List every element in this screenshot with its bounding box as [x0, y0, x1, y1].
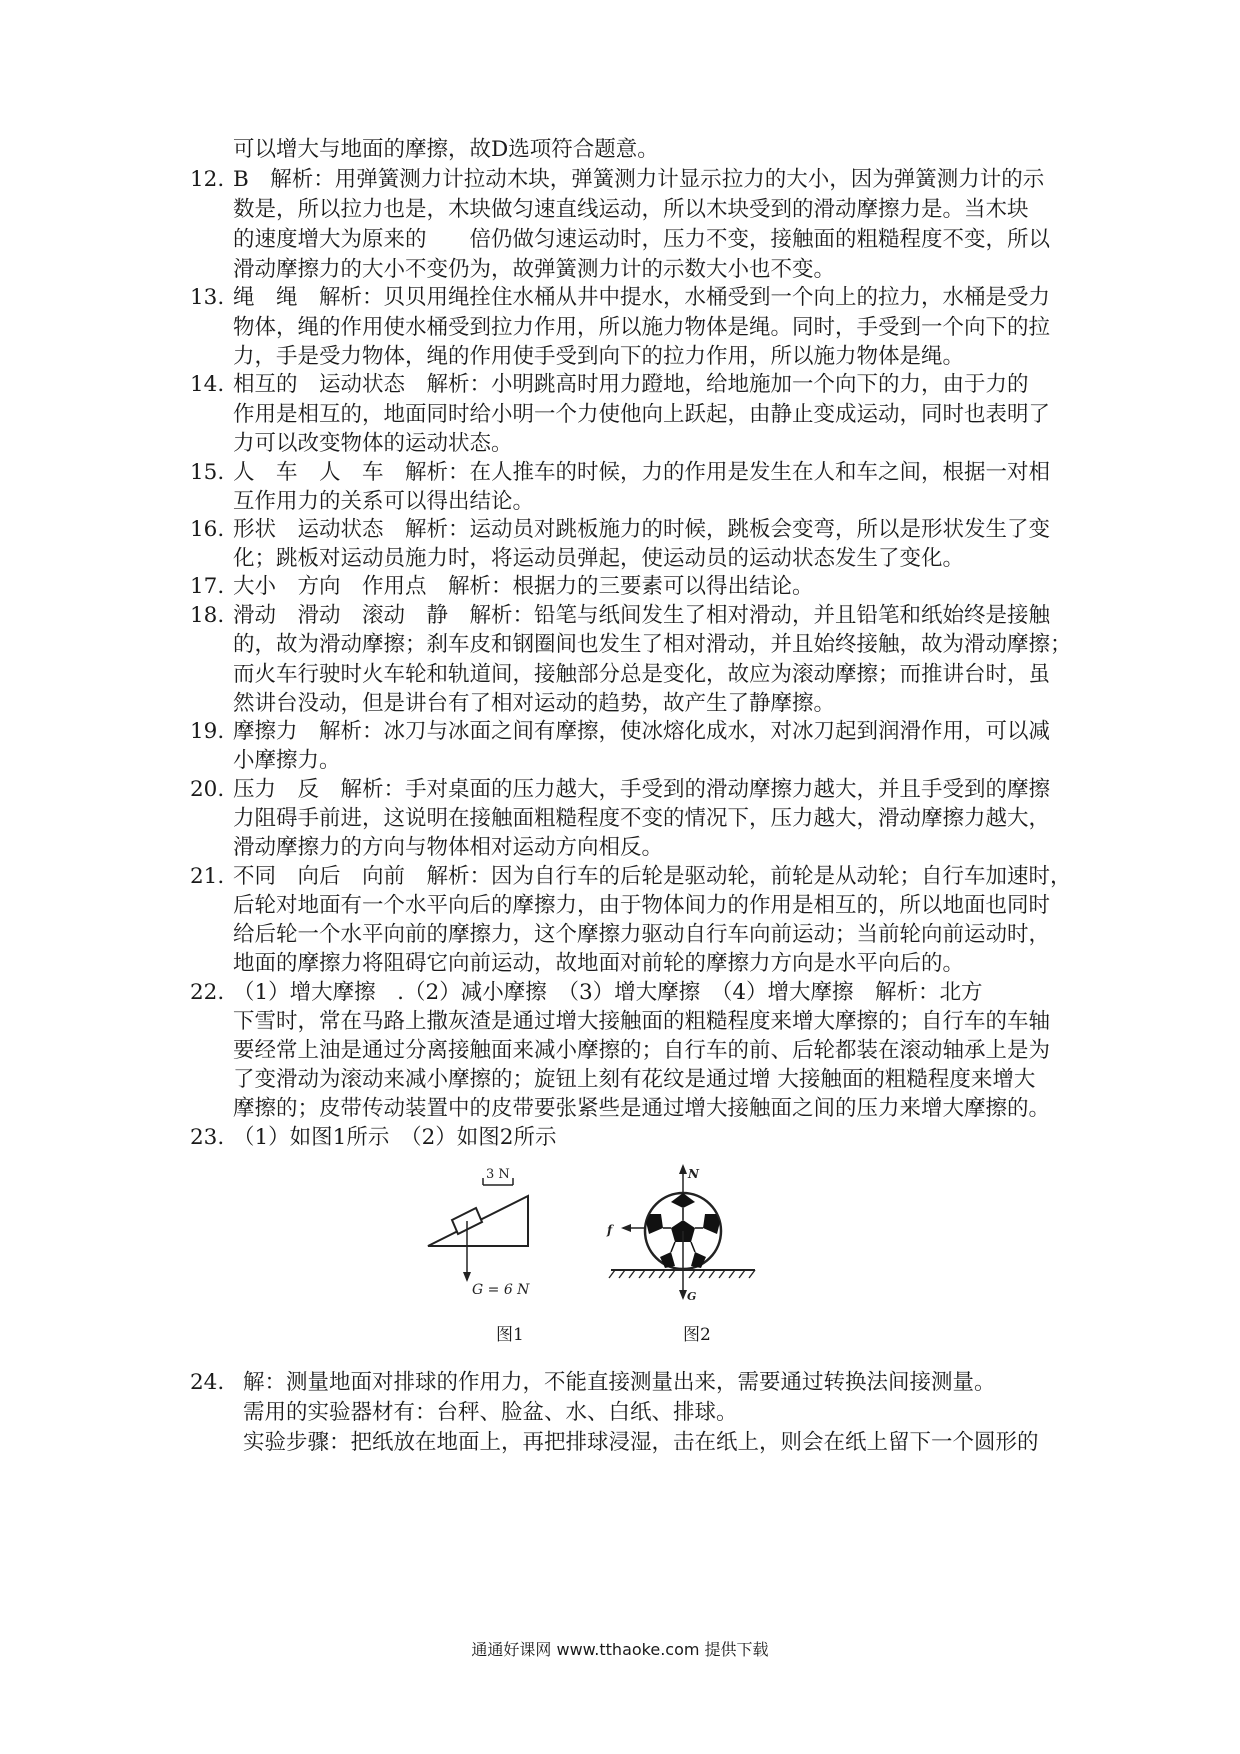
item-line: 互作用力的关系可以得出结论。 [233, 489, 535, 514]
item-line: 给后轮一个水平向前的摩擦力，这个摩擦力驱动自行车向前运动；当前轮向前运动时， [233, 922, 1051, 947]
item-line: 的，故为滑动摩擦；刹车皮和钢圈间也发生了相对滑动，并且始终接触，故为滑动摩擦； [233, 632, 1072, 657]
item-line: B 解析：用弹簧测力计拉动木块，弹簧测力计显示拉力的大小，因为弹簧测力计的示 [233, 167, 1045, 192]
item-line: 地面的摩擦力将阻碍它向前运动，故地面对前轮的摩擦力方向是水平向后的。 [233, 951, 965, 976]
fig2-normal-label: N [688, 1167, 699, 1181]
item-number: 18. [190, 603, 225, 628]
item-line: 实验步骤：把纸放在地面上，再把排球浸湿，击在纸上，则会在纸上留下一个圆形的 [243, 1430, 1039, 1455]
item-line: 绳 绳 解析：贝贝用绳拴住水桶从井中提水，水桶受到一个向上的拉力，水桶是受力 [233, 285, 1051, 310]
item-number: 19. [190, 719, 225, 744]
item-line: 需用的实验器材有：台秤、脸盆、水、白纸、排球。 [243, 1400, 738, 1425]
item-line: 的速度增大为原来的 倍仍做匀速运动时，压力不变，接触面的粗糙程度不变，所以 [233, 227, 1051, 252]
item-line: 小摩擦力。 [233, 748, 341, 773]
item-line: 下雪时，常在马路上撒灰渣是通过增大接触面的粗糙程度来增大摩擦的；自行车的车轴 [233, 1009, 1051, 1034]
item-line: 物体，绳的作用使水桶受到拉力作用，所以施力物体是绳。同时，手受到一个向下的拉 [233, 315, 1051, 340]
item-line: 摩擦的；皮带传动装置中的皮带要张紧些是通过增大接触面之间的压力来增大摩擦的。 [233, 1096, 1051, 1121]
item-line: 滑动 滑动 滚动 静 解析：铅笔与纸间发生了相对滑动，并且铅笔和纸始终是接触 [233, 603, 1051, 628]
fig1-gravity-label: G = 6 N [472, 1282, 530, 1298]
item-line: 作用是相互的，地面同时给小明一个力使他向上跃起，由静止变成运动，同时也表明了 [233, 402, 1051, 427]
item-line: 不同 向后 向前 解析：因为自行车的后轮是驱动轮，前轮是从动轮；自行车加速时， [233, 864, 1072, 889]
item-line: 相互的 运动状态 解析：小明跳高时用力蹬地，给地施加一个向下的力，由于力的 [233, 372, 1029, 397]
item-number: 15. [190, 460, 225, 485]
item-line: 了变滑动为滚动来减小摩擦的；旋钮上刻有花纹是通过增 大接触面的粗糙程度来增大 [233, 1067, 1036, 1092]
fig2-friction-label: f [607, 1223, 613, 1237]
item-line: 解：测量地面对排球的作用力，不能直接测量出来，需要通过转换法间接测量。 [243, 1370, 996, 1395]
fig1-scale-label: 3 N [486, 1168, 510, 1182]
item-number: 20. [190, 777, 225, 802]
item-line: （1）如图1所示 （2）如图2所示 [233, 1125, 557, 1150]
item-number: 17. [190, 574, 225, 599]
page-footer: 通通好课网 www.tthaoke.com 提供下载 [471, 1640, 769, 1659]
item-line: 人 车 人 车 解析：在人推车的时候，力的作用是发生在人和车之间，根据一对相 [233, 460, 1051, 485]
item-number: 21. [190, 864, 225, 889]
item-number: 23. [190, 1125, 225, 1150]
item-line: 力可以改变物体的运动状态。 [233, 431, 513, 456]
item-line: （1）增大摩擦 .（2）减小摩擦 （3）增大摩擦 （4）增大摩擦 解析：北方 [233, 980, 983, 1005]
item-line: 压力 反 解析：手对桌面的压力越大，手受到的滑动摩擦力越大，并且手受到的摩擦 [233, 777, 1051, 802]
item-line: 数是，所以拉力也是，木块做匀速直线运动，所以木块受到的滑动摩擦力是。当木块 [233, 197, 1029, 222]
item-number: 22. [190, 980, 225, 1005]
item-line: 摩擦力 解析：冰刀与冰面之间有摩擦，使冰熔化成水，对冰刀起到润滑作用，可以减 [233, 719, 1051, 744]
figure-2-ball [605, 1162, 760, 1312]
fig2-gravity-label: G [687, 1290, 697, 1303]
item-line: 化；跳板对运动员施力时，将运动员弹起，使运动员的运动状态发生了变化。 [233, 546, 965, 571]
item-line: 而火车行驶时火车轮和轨道间，接触部分总是变化，故应为滚动摩擦；而推讲台时，虽 [233, 662, 1051, 687]
item-line: 滑动摩擦力的方向与物体相对运动方向相反。 [233, 835, 664, 860]
item-line: 后轮对地面有一个水平向后的摩擦力，由于物体间力的作用是相互的，所以地面也同时 [233, 893, 1051, 918]
item-number: 16. [190, 517, 225, 542]
continuation-line: 可以增大与地面的摩擦，故D选项符合题意。 [233, 137, 659, 162]
item-line: 力，手是受力物体，绳的作用使手受到向下的拉力作用，所以施力物体是绳。 [233, 344, 965, 369]
item-number: 14. [190, 372, 225, 397]
item-line: 要经常上油是通过分离接触面来减小摩擦的；自行车的前、后轮都装在滚动轴承上是为 [233, 1038, 1051, 1063]
item-line: 大小 方向 作用点 解析：根据力的三要素可以得出结论。 [233, 574, 814, 599]
item-line: 力阻碍手前进，这说明在接触面粗糙程度不变的情况下，压力越大，滑动摩擦力越大， [233, 806, 1051, 831]
figure-2-caption: 图2 [683, 1325, 711, 1345]
item-line: 然讲台没动，但是讲台有了相对运动的趋势，故产生了静摩擦。 [233, 691, 836, 716]
item-line: 滑动摩擦力的大小不变仍为，故弹簧测力计的示数大小也不变。 [233, 257, 836, 282]
item-number: 24. [190, 1370, 225, 1395]
figure-1-incline [420, 1168, 590, 1298]
figure-1-caption: 图1 [496, 1325, 524, 1345]
item-number: 13. [190, 285, 225, 310]
item-number: 12. [190, 167, 225, 192]
item-line: 形状 运动状态 解析：运动员对跳板施力的时候，跳板会变弯，所以是形状发生了变 [233, 517, 1051, 542]
